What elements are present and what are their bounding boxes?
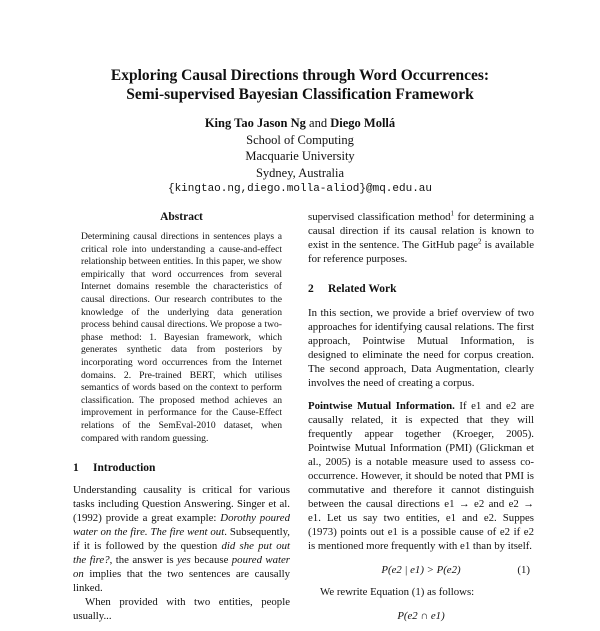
abstract-heading: Abstract <box>160 211 203 223</box>
author-and: and <box>309 116 328 130</box>
affiliation-location: Sydney, Australia <box>255 165 345 180</box>
abstract-body: Determining causal directions in sentences plays a critical role into understanding a cause-and-effect relationship between entities. In this paper, we show empirically that word occurrences from several Internet domains resemble the characteristics of causal directions. Our research contributes to the knowledge of the underlying data generation process behind causal directions. We propose a two-phase method: 1. Bayesian framework, which generates synthetic data from posteriors by incorporating word occurrences from the Internet domains. 2. Pre-trained BERT, which utilises semantics of words based on the context to perform classification. The proposed method achieves an improvement in performance for the Cause-Effect relations of the SemEval-2010 dataset, when compared with random guessing. <box>81 231 282 444</box>
intro-answer: yes <box>176 554 191 567</box>
rewrite-text: We rewrite Equation (1) as follows: <box>320 586 475 598</box>
intro-text: implies that the two sentences are causally linked. <box>73 568 290 595</box>
equation-2-partial: P(e2 ∩ e1) <box>397 610 445 622</box>
footnote-marker-2: 2 <box>478 237 482 246</box>
body-text: for determining a causal direction if its causal relation is known to exist in the sentence. The GitHub page <box>308 211 534 251</box>
intro-question: did she put out the fire? <box>73 540 290 567</box>
equation-1 <box>308 563 534 577</box>
intro-text: because <box>190 554 232 567</box>
body-text: is available for reference purposes. <box>308 239 534 265</box>
section-1-title: Introduction <box>93 462 156 475</box>
intro-text: Understanding causality is critical for various tasks including Question Answering. Singer et al. (1992) provide a great example: <box>73 484 290 525</box>
author-2: Diego Mollá <box>330 116 396 130</box>
affiliation-dept: School of Computing <box>246 132 354 147</box>
body-text: supervised classification method <box>308 211 451 223</box>
intro-paragraph-2: When provided with two entities, people usually... <box>73 596 290 623</box>
related-paragraph-1: In this section, we provide a brief overview of two approaches for identifying causal relations. The first approach, Pointwise Mutual Information, is designed to eliminate the need for corpus creation. The second approach, Data Augmentation, clearly involves the need of creating a corpus. <box>308 307 534 389</box>
right-column <box>308 210 534 631</box>
left-column <box>73 210 290 623</box>
intro-text: . Subsequently, if it is followed by the question <box>73 526 291 553</box>
intro-text: , the answer is <box>109 554 177 567</box>
equation-1-body: P(e2 | e1) > P(e2) <box>381 564 461 576</box>
title-line-1: Exploring Causal Directions through Word Occurrences: <box>110 67 490 84</box>
equation-1-number: (1) <box>517 564 530 576</box>
paper-title <box>0 66 600 104</box>
affiliation-university: Macquarie University <box>245 149 355 163</box>
pmi-paragraph <box>308 399 534 553</box>
pmi-heading: Pointwise Mutual Information. <box>308 400 455 412</box>
author-block <box>0 115 600 198</box>
section-2-number: 2 <box>308 283 314 295</box>
section-2-title: Related Work <box>328 283 397 295</box>
author-1: King Tao Jason Ng <box>204 116 306 130</box>
right-top-paragraph <box>308 210 534 266</box>
intro-example: Dorothy poured water on the fire. The fire went out <box>73 512 290 539</box>
section-1-number: 1 <box>73 462 79 475</box>
pmi-text: If e1 and e2 are causally related, it is expected that they will frequently appear together (Kroeger, 2005). Pointwise Mutual Information (PMI) (Glickman et al., 2005) is a notable measure used to assess co-occurrence. However, it should be noted that PMI is commutative and therefore it cannot distinguish between the causal directions e1 → e2 and e2 → e1. Let us say two entities, e1 and e2. Suppes (1973) points out e1 is a possible cause of e2 if e2 is mentioned more frequently with e1 than by itself. <box>308 400 535 552</box>
author-names <box>0 115 600 132</box>
intro-phrase: poured water on <box>73 554 290 581</box>
author-email: {kingtao.ng,diego.molla-aliod}@mq.edu.au <box>167 183 433 195</box>
section-2-heading <box>308 282 534 296</box>
section-1-heading <box>73 461 290 475</box>
title-line-2: Semi-supervised Bayesian Classification Framework <box>126 86 474 103</box>
intro-paragraph-1 <box>73 483 290 595</box>
footnote-marker-1: 1 <box>450 209 454 218</box>
